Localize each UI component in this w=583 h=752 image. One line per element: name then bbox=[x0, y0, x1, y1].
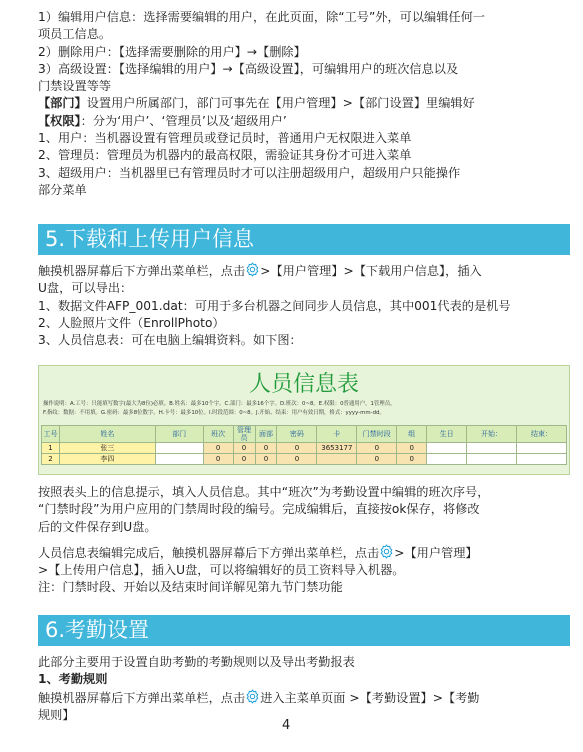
column-header: 工号 bbox=[42, 426, 60, 443]
list-item: 3、人员信息表：可在电脑上编辑资料。如下图： bbox=[38, 333, 302, 348]
page-number: 4 bbox=[282, 718, 291, 733]
personnel-sheet-image bbox=[38, 365, 570, 475]
subheading-text: 1、考勤规则 bbox=[38, 672, 108, 687]
text-line: “门禁时段”为用户应用的门禁周时段的编号。完成编辑后，直接按ok保存，将修改 bbox=[38, 502, 480, 517]
text-span: 人员信息表编辑完成后，触摸机器屏幕后下方弹出菜单栏，点击 bbox=[38, 545, 380, 560]
table-cell: 0 bbox=[233, 443, 255, 454]
table-body bbox=[42, 443, 567, 465]
sheet-note: 操作说明：A.工号：只能填写数字(最大为8位)必填。B.姓名：最多10个字。C.部门：最多16个字。D.班次：0~8。E.权限：0普通用户，1管理员， bbox=[43, 401, 396, 407]
table-cell bbox=[517, 443, 567, 454]
permission-line bbox=[38, 113, 573, 130]
gear-icon bbox=[245, 689, 260, 704]
column-header: 密码 bbox=[277, 426, 317, 443]
text-line: >【上传用户信息】，插入U盘，可以将编辑好的员工资料导入机器。 bbox=[38, 563, 405, 578]
subheading bbox=[38, 671, 573, 688]
text-span: 进入主菜单页面 >【考勤设置】>【考勤 bbox=[260, 690, 480, 705]
table-cell: 0 bbox=[203, 454, 233, 465]
table-cell: 2 bbox=[42, 454, 60, 465]
text-line bbox=[38, 262, 573, 280]
column-header: 生日 bbox=[427, 426, 467, 443]
permission-key: 【权限】 bbox=[38, 113, 81, 128]
table-header-row bbox=[42, 426, 567, 443]
text-line: 后的文件保存到U盘。 bbox=[38, 519, 157, 534]
personnel-table bbox=[41, 425, 567, 465]
table-cell bbox=[427, 443, 467, 454]
column-header: 卡 bbox=[317, 426, 357, 443]
section-5-header: 5.下载和上传用户信息 bbox=[38, 224, 570, 255]
column-header: 姓名 bbox=[59, 426, 155, 443]
text-line bbox=[38, 689, 573, 707]
text-line: 规则】 bbox=[38, 707, 75, 722]
gear-icon bbox=[245, 262, 260, 277]
gear-icon bbox=[379, 544, 394, 559]
table-cell: 0 bbox=[233, 454, 255, 465]
text-line: 项员工信息。 bbox=[38, 27, 112, 42]
table-cell bbox=[467, 454, 517, 465]
table-cell bbox=[467, 443, 517, 454]
text-line bbox=[38, 544, 573, 562]
table-cell bbox=[517, 454, 567, 465]
department-text: 设置用户所属部门，部门可事先在【用户管理】>【部门设置】里编辑好 bbox=[86, 96, 475, 111]
text-span: 触摸机器屏幕后下方弹出菜单栏，点击 bbox=[38, 264, 246, 278]
column-header: 管理员 bbox=[233, 426, 255, 443]
table-cell: 0 bbox=[277, 443, 317, 454]
section-6-header: 6.考勤设置 bbox=[38, 615, 570, 646]
department-line bbox=[38, 95, 573, 112]
text-line: 部分菜单 bbox=[38, 182, 87, 197]
table-cell: 0 bbox=[357, 454, 397, 465]
table-cell: 张三 bbox=[59, 443, 155, 454]
table-row bbox=[42, 454, 567, 465]
table-cell bbox=[317, 454, 357, 465]
table-row bbox=[42, 443, 567, 454]
text-line: 按照表头上的信息提示，填入人员信息。其中“班次”为考勤设置中编辑的班次序号， bbox=[38, 485, 490, 499]
column-header: 门禁时段 bbox=[357, 426, 397, 443]
sheet-title: 人员信息表 bbox=[248, 372, 359, 397]
table-cell: 0 bbox=[203, 443, 233, 454]
list-item: 2、人脸照片文件（EnrollPhoto） bbox=[38, 315, 225, 330]
table-cell: 李四 bbox=[59, 454, 155, 465]
text-line: 1）编辑用户信息：选择需要编辑的用户，在此页面，除“工号”外，可以编辑任何一 bbox=[38, 10, 485, 24]
table-cell: 0 bbox=[255, 454, 277, 465]
text-line: 3、超级用户：当机器里已有管理员时才可以注册超级用户，超级用户只能操作 bbox=[38, 165, 461, 180]
column-header: 结束： bbox=[517, 426, 567, 443]
column-header: 班次 bbox=[203, 426, 233, 443]
column-header: 面部 bbox=[255, 426, 277, 443]
text-line: 2、管理员：管理员为机器内的最高权限，需验证其身份才可进入菜单 bbox=[38, 148, 412, 163]
text-span: >【用户管理】 bbox=[394, 545, 478, 560]
department-key: 【部门】 bbox=[38, 96, 87, 111]
column-header: 部门 bbox=[155, 426, 203, 443]
text-line: 门禁设置等等 bbox=[38, 79, 112, 94]
text-line: 1、用户：当机器设置有管理员或登记员时，普通用户无权限进入菜单 bbox=[38, 131, 412, 146]
column-header: 组 bbox=[397, 426, 427, 443]
table-cell: 0 bbox=[397, 443, 427, 454]
table-cell: 3653177 bbox=[317, 443, 357, 454]
table-cell: 0 bbox=[277, 454, 317, 465]
table-cell bbox=[155, 454, 203, 465]
permission-text: ：分为‘用户’、‘管理员’以及‘超级用户’ bbox=[80, 113, 287, 128]
table-cell bbox=[155, 443, 203, 454]
text-line: U盘，可以导出： bbox=[38, 281, 133, 296]
text-span: 触摸机器屏幕后下方弹出菜单栏，点击 bbox=[38, 690, 246, 705]
column-header: 开始： bbox=[467, 426, 517, 443]
table-cell: 1 bbox=[42, 443, 60, 454]
table-cell: 0 bbox=[397, 454, 427, 465]
text-line: 2）删除用户：【选择需要删除的用户】→【删除】 bbox=[38, 44, 306, 59]
table-cell bbox=[427, 454, 467, 465]
table-cell: 0 bbox=[357, 443, 397, 454]
section-5-body bbox=[38, 262, 573, 349]
text-line: 3）高级设置：【选择编辑的用户】→【高级设置】，可编辑用户的班次信息以及 bbox=[38, 61, 459, 76]
text-line: 此部分主要用于设置自助考勤的考勤规则以及导出考勤报表 bbox=[38, 655, 355, 669]
sheet-note: F.指纹：数据：不用填。G.密码：最多8位数字。H.卡号：最多10位。I.时段范围：0~8。J.开始、结束：用户有效日期，格式：yyyy-mm-dd。 bbox=[43, 410, 385, 416]
table-cell: 0 bbox=[255, 443, 277, 454]
intro-block bbox=[38, 9, 573, 199]
list-item: 1、数据文件AFP_001.dat：可用于多台机器之间同步人员信息，其中001代表的是机号 bbox=[38, 298, 511, 313]
note-line: 注：门禁时段、开始以及结束时间详解见第九节门禁功能 bbox=[38, 580, 343, 595]
after-sheet-block bbox=[38, 484, 573, 597]
section-6-body bbox=[38, 654, 573, 724]
text-span: >【用户管理】>【下载用户信息】，插入 bbox=[260, 264, 482, 278]
